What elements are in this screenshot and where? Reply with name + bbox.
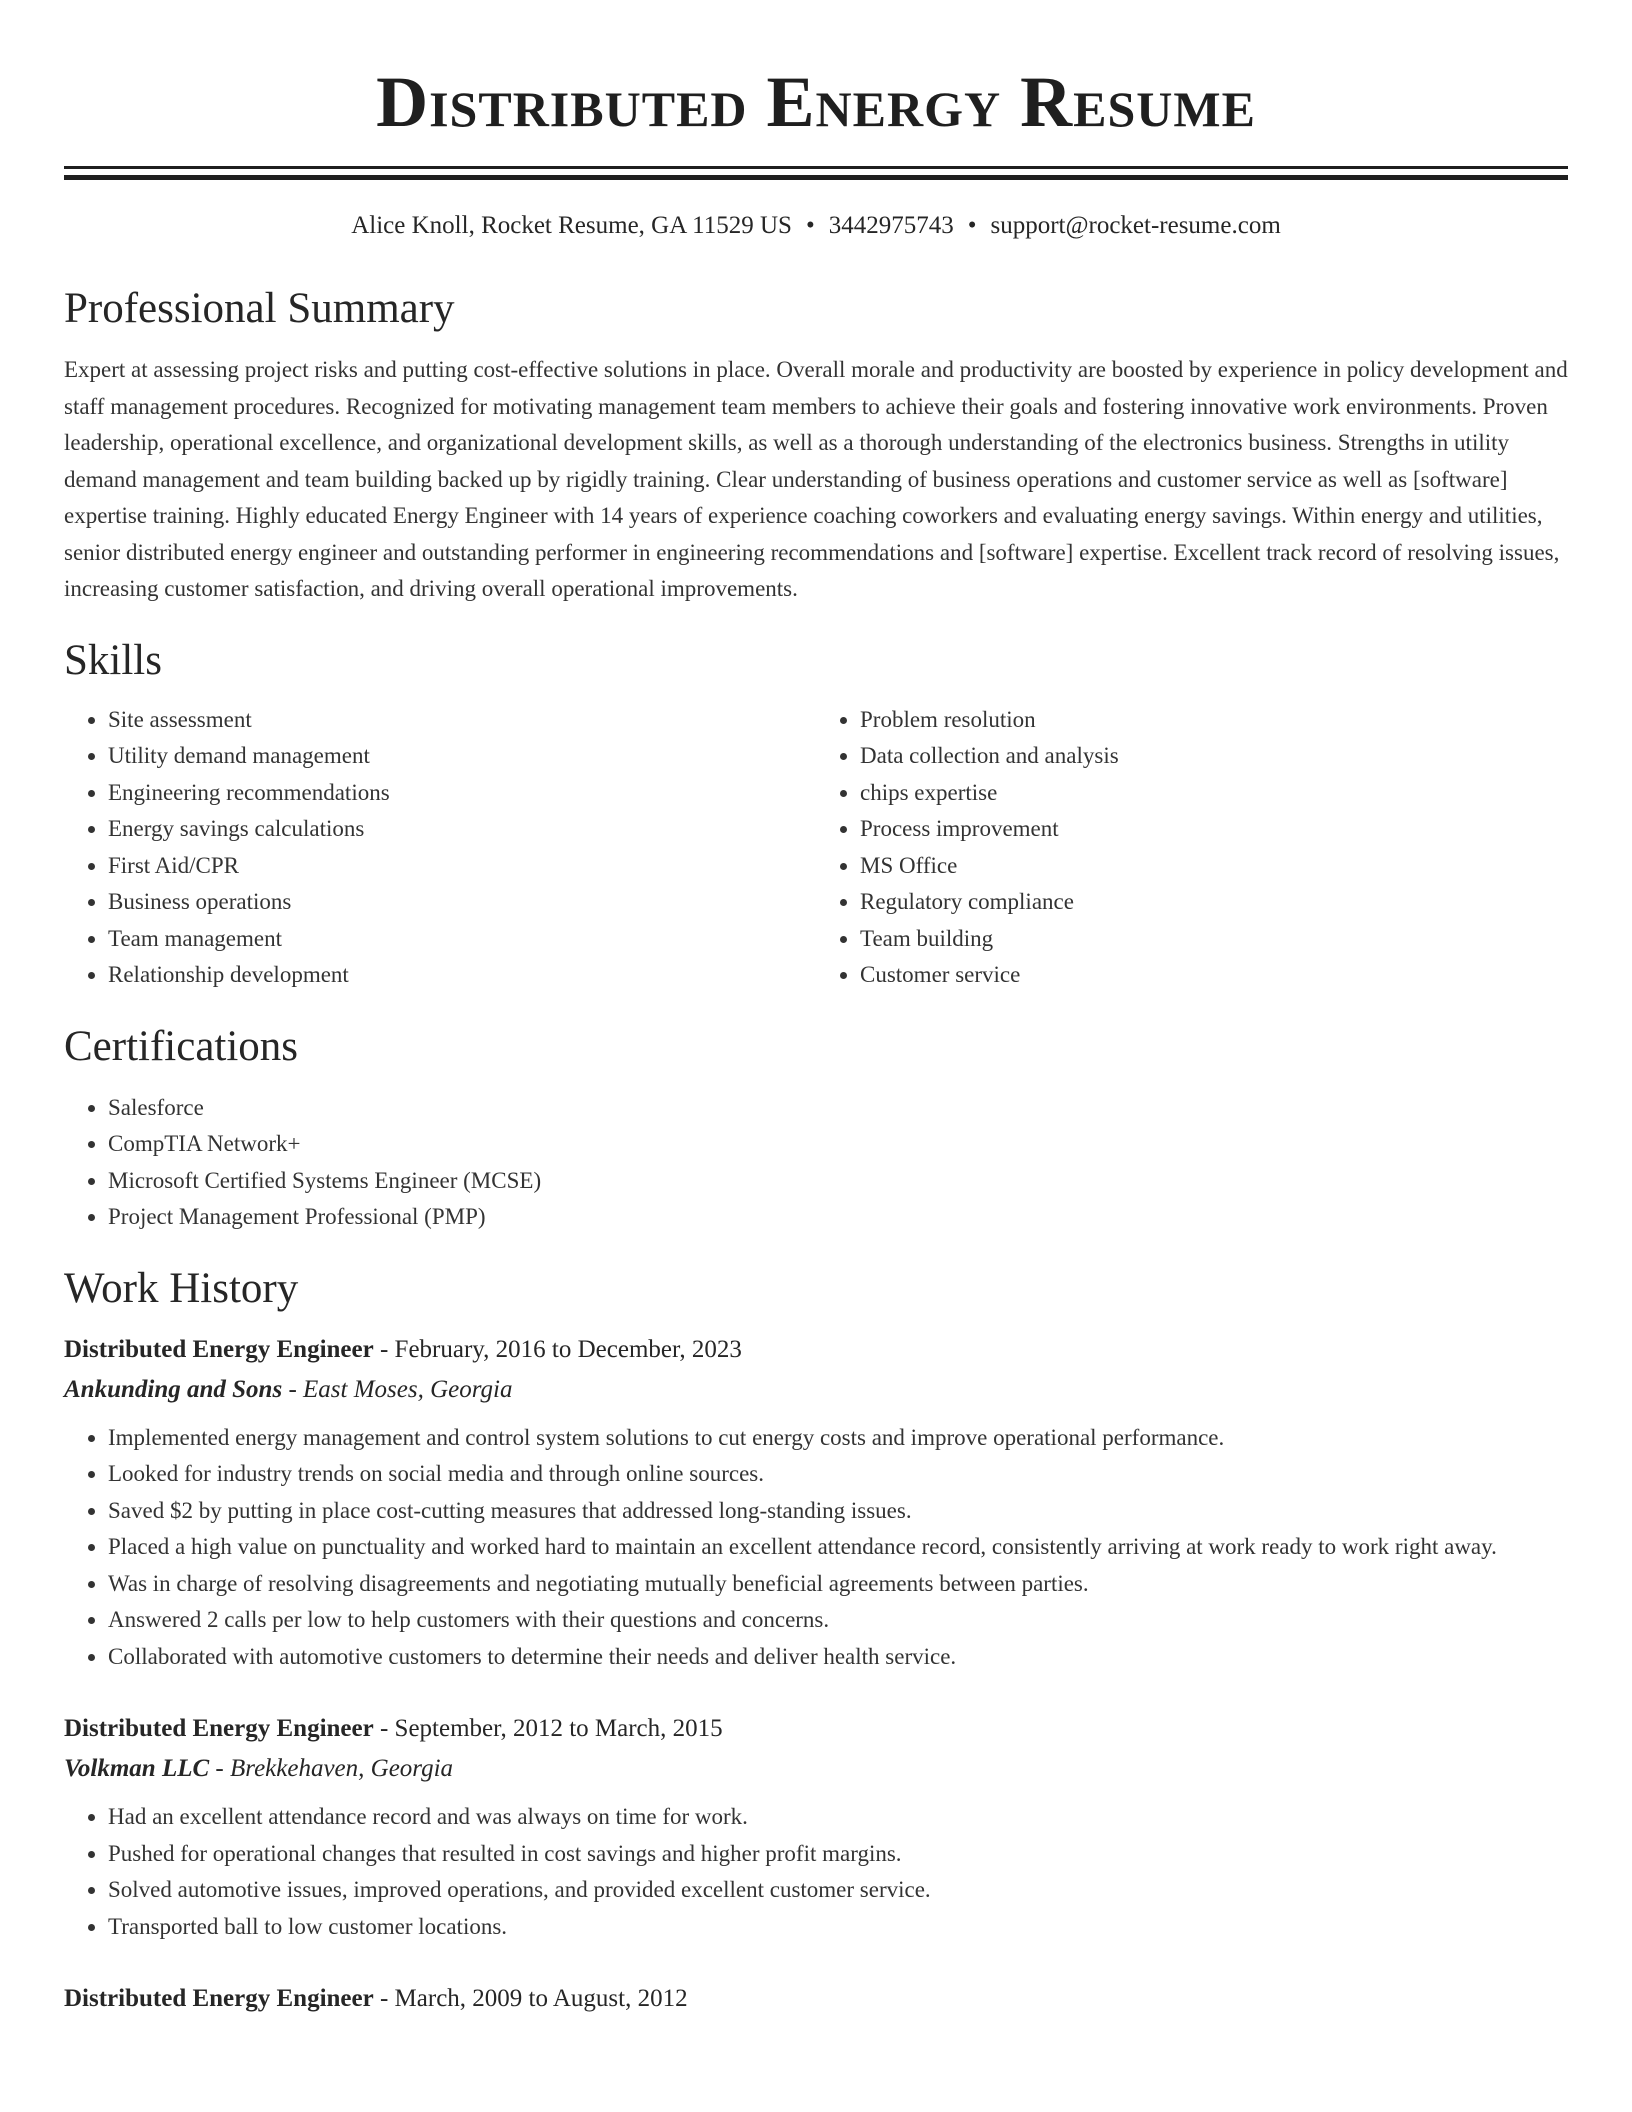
certification-item: • CompTIA Network+ <box>108 1126 1568 1163</box>
skill-item: • Process improvement <box>860 811 1568 848</box>
skills-columns <box>64 702 1568 994</box>
job-bullet: • Looked for industry trends on social media and through online sources. <box>108 1456 1568 1493</box>
skill-item: • Energy savings calculations <box>108 811 816 848</box>
skills-heading: Skills <box>64 636 162 684</box>
skill-item: • Regulatory compliance <box>860 884 1568 921</box>
job-bullet: • Was in charge of resolving disagreements and negotiating mutually beneficial agreements between parties. <box>108 1566 1568 1603</box>
summary-heading: Professional Summary <box>64 285 455 332</box>
skill-item: • Customer service <box>860 957 1568 994</box>
job-dates: - September, 2012 to March, 2015 <box>373 1715 723 1742</box>
resume-page <box>64 0 1568 2019</box>
company-name: Ankunding and Sons <box>64 1375 283 1403</box>
contact-phone: 3442975743 <box>828 212 954 239</box>
job-bullet: • Collaborated with automotive customers to determine their needs and deliver health service. <box>108 1639 1568 1676</box>
skill-item: • Team building <box>860 921 1568 958</box>
work-history-heading: Work History <box>64 1264 299 1312</box>
job-bullets <box>64 1799 1568 1945</box>
job-bullet: • Had an excellent attendance record and was always on time for work. <box>108 1799 1568 1836</box>
title-divider-thin <box>64 166 1568 169</box>
skill-item: • Engineering recommendations <box>108 775 816 812</box>
skill-item: • MS Office <box>860 848 1568 885</box>
skill-item: • Utility demand management <box>108 738 816 775</box>
contact-separator: • <box>805 212 815 239</box>
skill-item: • Relationship development <box>108 957 816 994</box>
job-entry <box>64 1979 1568 2019</box>
company-name: Volkman LLC <box>64 1755 210 1782</box>
job-dates: - March, 2009 to August, 2012 <box>373 1985 688 2012</box>
company-line <box>64 1370 1568 1410</box>
skill-item: • Business operations <box>108 884 816 921</box>
skill-item: • Site assessment <box>108 702 816 739</box>
job-entry <box>64 1330 1568 1676</box>
resume-title: Distributed Energy Resume <box>376 62 1256 142</box>
skill-item: • Team management <box>108 921 816 958</box>
job-bullet: • Implemented energy management and control system solutions to cut energy costs and improve operational performance. <box>108 1420 1568 1457</box>
job-title: Distributed Energy Engineer <box>64 1715 374 1742</box>
company-line <box>64 1749 1568 1789</box>
certifications-list <box>64 1090 1568 1236</box>
job-bullet: • Saved $2 by putting in place cost-cutting measures that addressed long-standing issues. <box>108 1493 1568 1530</box>
job-bullet: • Transported ball to low customer locations. <box>108 1909 1568 1946</box>
skills-list-right <box>816 702 1568 994</box>
contact-email: support@rocket-resume.com <box>990 212 1281 239</box>
contact-separator: • <box>967 212 977 239</box>
skill-item: • chips expertise <box>860 775 1568 812</box>
job-bullet: • Answered 2 calls per low to help customers with their questions and concerns. <box>108 1602 1568 1639</box>
job-dates: - February, 2016 to December, 2023 <box>373 1335 742 1363</box>
job-title-line <box>64 1330 1568 1370</box>
job-entry <box>64 1709 1568 1945</box>
title-divider-thick <box>64 175 1568 180</box>
company-location: - East Moses, Georgia <box>282 1375 513 1403</box>
skill-item: • First Aid/CPR <box>108 848 816 885</box>
job-title-line <box>64 1979 1568 2019</box>
work-history-list <box>64 1330 1568 2020</box>
job-bullet: • Pushed for operational changes that resulted in cost savings and higher profit margins. <box>108 1836 1568 1873</box>
skills-list-left <box>64 702 816 994</box>
summary-text: Expert at assessing project risks and putting cost-effective solutions in place. Overall morale and productivity are boosted by experience in policy development and staff management procedures. Recognized for motivating management team members to achieve their goals and fostering innovative work environments. Proven leadership, operational excellence, and organizational development skills, as well as a thorough understanding of the electronics business. Strengths in utility demand management and team building backed up by rigidly training. Clear understanding of business operations and customer service as well as [software] expertise training. Highly educated Energy Engineer with 14 years of experience coaching coworkers and evaluating energy savings. Within energy and utilities, senior distributed energy engineer and outstanding performer in engineering recommendations and [software] expertise. Excellent track record of resolving issues, increasing customer satisfaction, and driving overall operational improvements. <box>64 357 1568 601</box>
job-bullet: • Placed a high value on punctuality and worked hard to maintain an excellent attendance record, consistently arriving at work ready to work right away. <box>108 1529 1568 1566</box>
job-bullets <box>64 1420 1568 1676</box>
company-location: - Brekkehaven, Georgia <box>209 1755 454 1782</box>
job-title: Distributed Energy Engineer <box>64 1985 374 2012</box>
job-bullet: • Solved automotive issues, improved operations, and provided excellent customer service. <box>108 1872 1568 1909</box>
certification-item: • Microsoft Certified Systems Engineer (MCSE) <box>108 1163 1568 1200</box>
skill-item: • Problem resolution <box>860 702 1568 739</box>
contact-line <box>64 210 1568 242</box>
certification-item: • Salesforce <box>108 1090 1568 1127</box>
contact-address: Alice Knoll, Rocket Resume, GA 11529 US <box>351 212 792 239</box>
certification-item: • Project Management Professional (PMP) <box>108 1199 1568 1236</box>
job-title: Distributed Energy Engineer <box>64 1335 374 1363</box>
certifications-heading: Certifications <box>64 1022 299 1070</box>
job-title-line <box>64 1709 1568 1749</box>
skill-item: • Data collection and analysis <box>860 738 1568 775</box>
